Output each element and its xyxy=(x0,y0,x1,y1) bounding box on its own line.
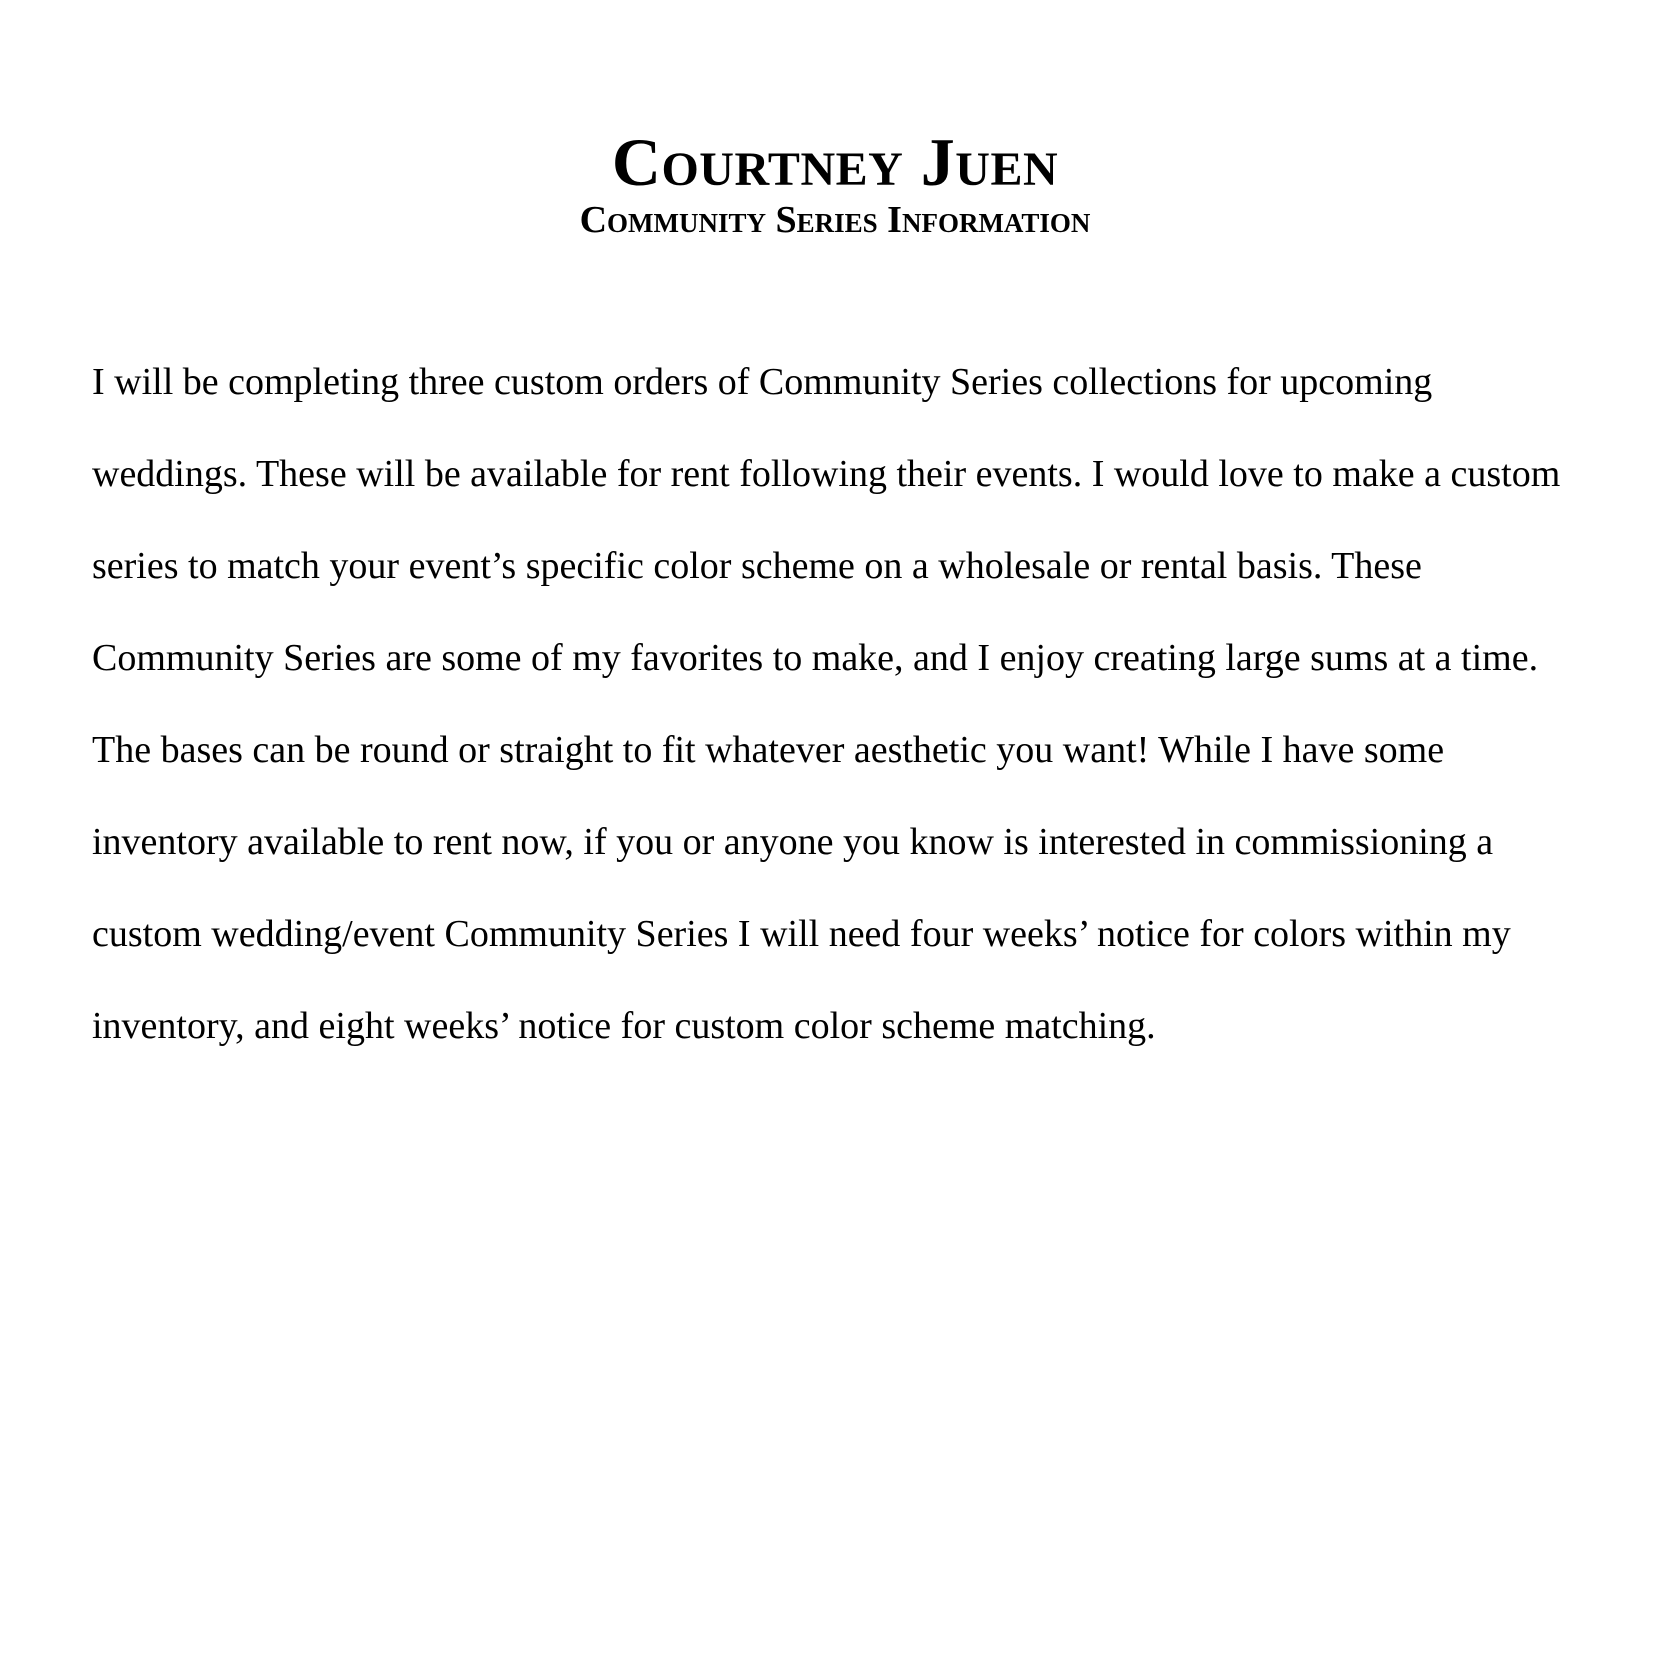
body-line: custom wedding/event Community Series I will need four weeks’ notice for colors within my xyxy=(92,913,1511,955)
body-line: inventory available to rent now, if you or anyone you know is interested in commissioning a xyxy=(92,821,1494,863)
body-line: inventory, and eight weeks’ notice for custom color scheme matching. xyxy=(92,1005,1156,1047)
body-line: weddings. These will be available for rent following their events. I would love to make a custom xyxy=(92,453,1561,495)
body-line: Community Series are some of my favorites to make, and I enjoy creating large sums at a time. xyxy=(92,637,1539,679)
body-line: series to match your event’s specific color scheme on a wholesale or rental basis. These xyxy=(92,545,1422,587)
body-line: I will be completing three custom orders of Community Series collections for upcoming xyxy=(92,361,1433,403)
document-title: Courtney Juen xyxy=(611,124,1059,200)
document-subtitle: Community Series Information xyxy=(579,199,1091,241)
body-paragraph xyxy=(92,336,1652,1072)
body-line: The bases can be round or straight to fit whatever aesthetic you want! While I have some xyxy=(92,729,1445,771)
